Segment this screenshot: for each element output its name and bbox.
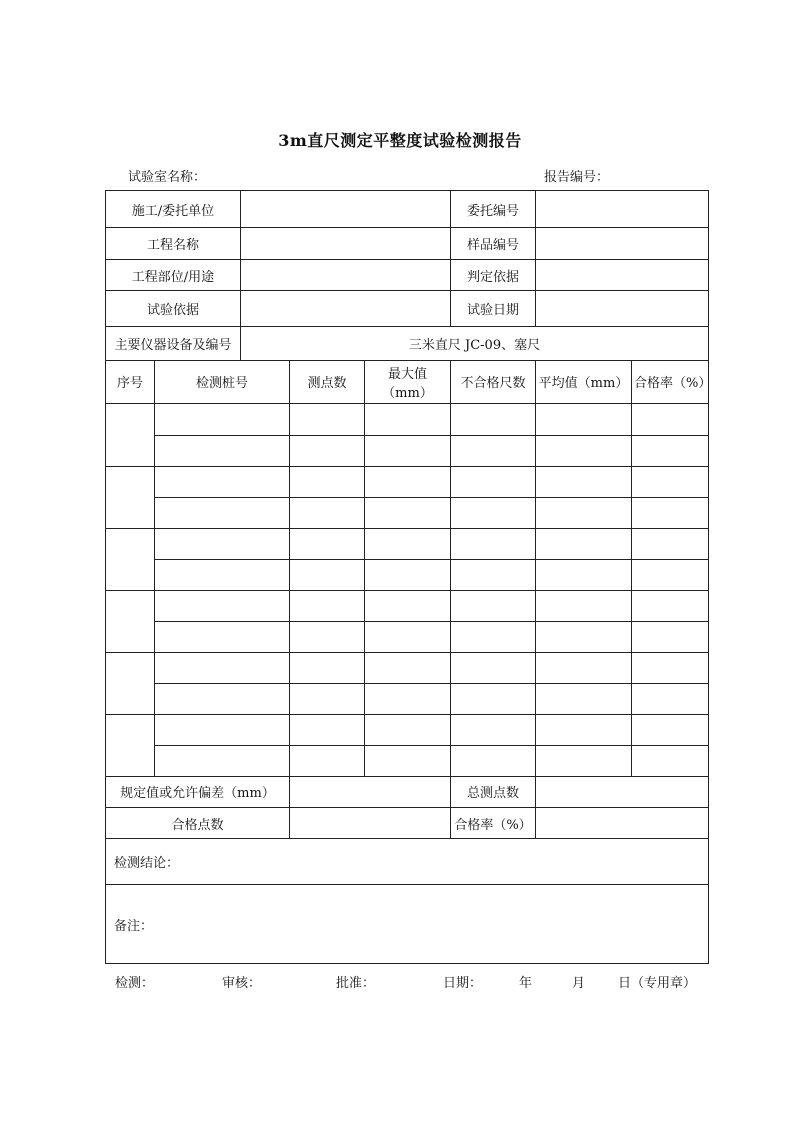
max-cell[interactable] — [365, 683, 451, 714]
report-title: 3m直尺测定平整度试验检测报告 — [278, 131, 522, 150]
station-cell[interactable] — [155, 590, 290, 621]
year-label: 年 — [519, 976, 533, 991]
test-date-label: 试验日期 — [451, 291, 536, 327]
fail-count-cell[interactable] — [451, 652, 536, 683]
station-cell[interactable] — [155, 497, 290, 528]
sample-no-field[interactable] — [536, 228, 709, 260]
points-cell[interactable] — [290, 528, 365, 559]
max-cell[interactable] — [365, 559, 451, 590]
test-basis-field[interactable] — [241, 291, 451, 327]
points-cell[interactable] — [290, 652, 365, 683]
table-row — [106, 590, 709, 621]
fail-count-cell[interactable] — [451, 745, 536, 776]
avg-cell[interactable] — [536, 714, 632, 745]
pass-rate-label: 合格率（%） — [451, 808, 536, 839]
avg-cell[interactable] — [536, 652, 632, 683]
col-header-pass-rate: 合格率（%） — [632, 361, 709, 403]
points-cell[interactable] — [290, 621, 365, 652]
seq-cell[interactable] — [106, 714, 155, 776]
fail-count-cell[interactable] — [451, 683, 536, 714]
station-cell[interactable] — [155, 621, 290, 652]
pass-rate-field[interactable] — [536, 808, 709, 839]
seq-cell[interactable] — [106, 528, 155, 590]
avg-cell[interactable] — [536, 497, 632, 528]
pass-rate-cell[interactable] — [632, 435, 709, 466]
lab-name-label: 试验室名称： — [128, 170, 207, 185]
avg-cell[interactable] — [536, 559, 632, 590]
col-header-station: 检测桩号 — [155, 361, 290, 403]
table-row — [106, 683, 709, 714]
project-name-field[interactable] — [241, 228, 451, 260]
table-row — [106, 528, 709, 559]
table-row — [106, 745, 709, 776]
table-row — [106, 403, 709, 435]
qualified-points-field[interactable] — [290, 808, 451, 839]
construction-unit-label: 施工/委托单位 — [106, 191, 241, 228]
table-row — [106, 652, 709, 683]
pass-rate-cell[interactable] — [632, 528, 709, 559]
fail-count-cell[interactable] — [451, 590, 536, 621]
points-cell[interactable] — [290, 590, 365, 621]
sample-no-label: 样品编号 — [451, 228, 536, 260]
avg-cell[interactable] — [536, 621, 632, 652]
station-cell[interactable] — [155, 745, 290, 776]
col-header-max: 最大值（mm） — [365, 361, 451, 403]
avg-cell[interactable] — [536, 435, 632, 466]
conclusion-label: 检测结论： — [106, 839, 709, 885]
month-label: 月 — [572, 976, 586, 991]
project-name-label: 工程名称 — [106, 228, 241, 260]
max-cell[interactable] — [365, 714, 451, 745]
fail-count-cell[interactable] — [451, 528, 536, 559]
pass-rate-cell[interactable] — [632, 497, 709, 528]
points-cell[interactable] — [290, 559, 365, 590]
max-cell[interactable] — [365, 403, 451, 435]
station-cell[interactable] — [155, 683, 290, 714]
fail-count-cell[interactable] — [451, 621, 536, 652]
report-no-label: 报告编号： — [544, 170, 610, 185]
test-date-field[interactable] — [536, 291, 709, 327]
seq-cell[interactable] — [106, 403, 155, 466]
points-cell[interactable] — [290, 435, 365, 466]
pass-rate-cell[interactable] — [632, 403, 709, 435]
pass-rate-cell[interactable] — [632, 590, 709, 621]
max-cell[interactable] — [365, 745, 451, 776]
table-row — [106, 714, 709, 745]
test-basis-label: 试验依据 — [106, 291, 241, 327]
remarks-label: 备注： — [106, 885, 709, 964]
col-header-avg: 平均值（mm） — [536, 361, 632, 403]
points-cell[interactable] — [290, 683, 365, 714]
pass-rate-cell[interactable] — [632, 714, 709, 745]
commission-no-label: 委托编号 — [451, 191, 536, 228]
pass-rate-cell[interactable] — [632, 559, 709, 590]
points-cell[interactable] — [290, 403, 365, 435]
max-cell[interactable] — [365, 621, 451, 652]
fail-count-cell[interactable] — [451, 714, 536, 745]
table-row — [106, 466, 709, 497]
table-row — [106, 621, 709, 652]
fail-count-cell[interactable] — [451, 497, 536, 528]
qualified-points-label: 合格点数 — [106, 808, 290, 839]
avg-cell[interactable] — [536, 590, 632, 621]
report-sheet — [105, 190, 712, 964]
equipment-label: 主要仪器设备及编号 — [106, 327, 241, 361]
info-table — [105, 190, 709, 361]
pass-rate-cell[interactable] — [632, 621, 709, 652]
max-cell[interactable] — [365, 497, 451, 528]
measurement-rows — [106, 403, 709, 776]
seq-cell[interactable] — [106, 466, 155, 528]
pass-rate-cell[interactable] — [632, 683, 709, 714]
construction-unit-field[interactable] — [241, 191, 451, 228]
max-cell[interactable] — [365, 435, 451, 466]
max-cell[interactable] — [365, 466, 451, 497]
pass-rate-cell[interactable] — [632, 652, 709, 683]
fail-count-cell[interactable] — [451, 559, 536, 590]
points-cell[interactable] — [290, 714, 365, 745]
avg-cell[interactable] — [536, 466, 632, 497]
equipment-value: 三米直尺 JC-09、塞尺 — [241, 327, 709, 361]
tolerance-label: 规定值或允许偏差（mm） — [106, 777, 290, 808]
station-cell[interactable] — [155, 403, 290, 435]
station-cell[interactable] — [155, 714, 290, 745]
col-header-fail-count: 不合格尺数 — [451, 361, 536, 403]
project-part-field[interactable] — [241, 260, 451, 291]
date-label: 日期： — [443, 976, 483, 991]
col-header-seq: 序号 — [106, 361, 155, 403]
table-row — [106, 559, 709, 590]
points-cell[interactable] — [290, 745, 365, 776]
max-cell[interactable] — [365, 652, 451, 683]
fail-count-cell[interactable] — [451, 403, 536, 435]
tester-label: 检测： — [115, 976, 155, 991]
col-header-points: 测点数 — [290, 361, 365, 403]
table-row — [106, 435, 709, 466]
max-cell[interactable] — [365, 590, 451, 621]
seq-cell[interactable] — [106, 590, 155, 652]
avg-cell[interactable] — [536, 683, 632, 714]
day-seal-label: 日（专用章） — [618, 976, 697, 991]
tolerance-field[interactable] — [290, 777, 451, 808]
summary-table — [105, 777, 709, 965]
seq-cell[interactable] — [106, 652, 155, 714]
avg-cell[interactable] — [536, 528, 632, 559]
max-cell[interactable] — [365, 528, 451, 559]
project-part-label: 工程部位/用途 — [106, 260, 241, 291]
fail-count-cell[interactable] — [451, 435, 536, 466]
station-cell[interactable] — [155, 528, 290, 559]
points-cell[interactable] — [290, 466, 365, 497]
station-cell[interactable] — [155, 466, 290, 497]
pass-rate-cell[interactable] — [632, 745, 709, 776]
points-cell[interactable] — [290, 497, 365, 528]
approver-label: 批准： — [336, 976, 376, 991]
judge-basis-label: 判定依据 — [451, 260, 536, 291]
commission-no-field[interactable] — [536, 191, 709, 228]
total-points-label: 总测点数 — [451, 777, 536, 808]
table-row — [106, 497, 709, 528]
measurement-table — [105, 361, 712, 777]
station-cell[interactable] — [155, 559, 290, 590]
avg-cell[interactable] — [536, 745, 632, 776]
judge-basis-field[interactable] — [536, 260, 709, 291]
station-cell[interactable] — [155, 652, 290, 683]
total-points-field[interactable] — [536, 777, 709, 808]
avg-cell[interactable] — [536, 403, 632, 435]
station-cell[interactable] — [155, 435, 290, 466]
reviewer-label: 审核： — [222, 976, 262, 991]
pass-rate-cell[interactable] — [632, 466, 709, 497]
fail-count-cell[interactable] — [451, 466, 536, 497]
